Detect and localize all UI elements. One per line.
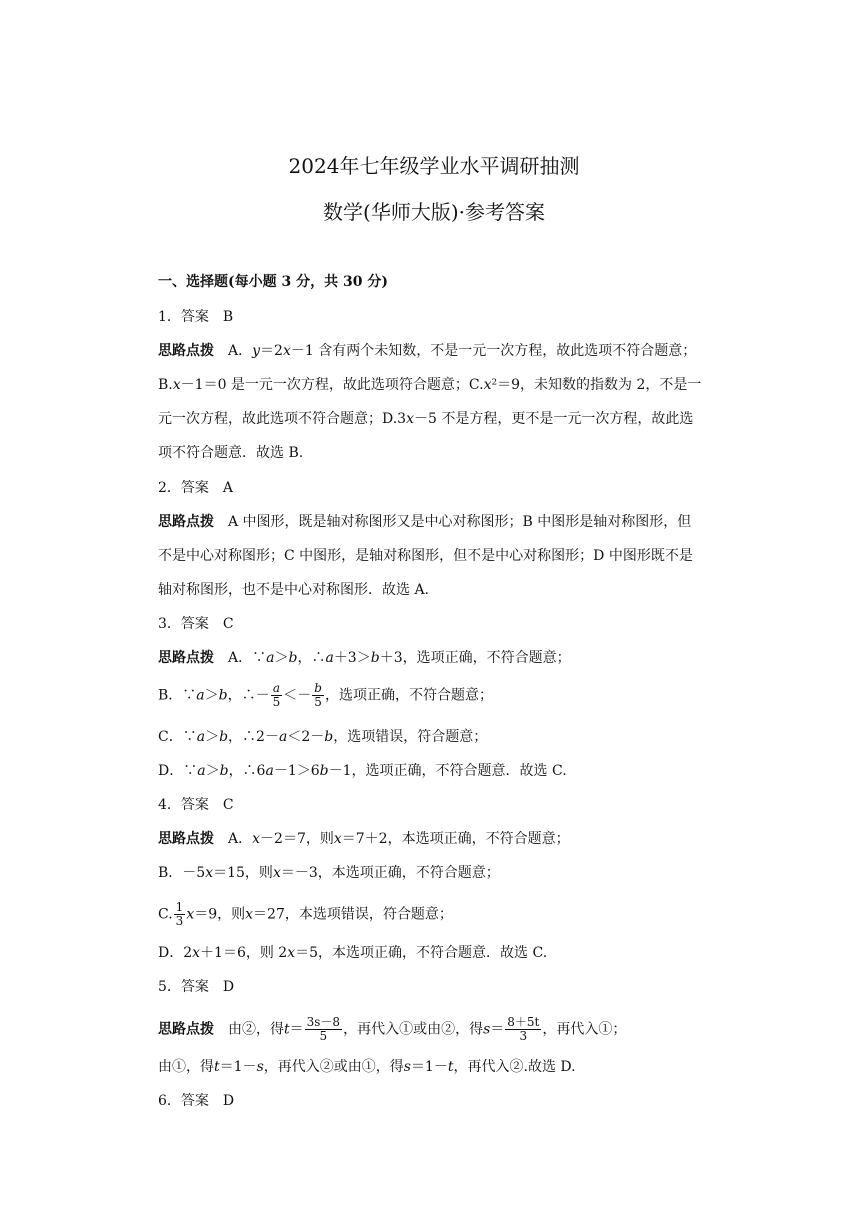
fraction: $\frac{8+5t}{3}$	[507, 1015, 540, 1043]
q1-hint-line-4: 项不符合题意．故选 B.	[158, 445, 304, 461]
q3-hint-line-4: D．∵a＞b，∴6a－1＞6b－1，选项正确，不符合题意．故选 C.	[158, 763, 567, 779]
q5-hint-line-2: 由①，得t＝1－s，再代入②或由①，得s＝1－t，再代入②.故选 D.	[158, 1059, 576, 1075]
q3-hint-line-1: 思路点拨 A．∵a＞b，∴a＋3＞b＋3，选项正确，不符合题意；	[158, 650, 571, 666]
hint-label: 思路点拨	[158, 650, 214, 666]
hint-label: 思路点拨	[158, 1021, 214, 1038]
section-heading: 一、选择题(每小题 3 分，共 30 分)	[158, 274, 388, 290]
page-subtitle: 数学(华师大版)·参考答案	[323, 200, 545, 224]
q6-answer: 6．答案 D	[158, 1093, 235, 1109]
q4-hint-line-3: C. $\frac{1}{3}$ x＝9，则x＝27，本选项错误，符合题意；	[158, 900, 453, 928]
q1-hint-line-2: B.x－1＝0 是一元一次方程，故此选项符合题意；C.x²＝9，未知数的指数为 2，不是一	[158, 377, 702, 393]
hint-label: 思路点拨	[158, 514, 214, 530]
q2-answer: 2．答案 A	[158, 480, 234, 496]
hint-label: 思路点拨	[158, 831, 214, 847]
q4-answer: 4．答案 C	[158, 797, 234, 813]
fraction: $\frac{b}{5}$	[314, 681, 322, 709]
q1-answer: 1．答案 B	[158, 309, 234, 325]
q3-hint-line-3: C．∵a＞b，∴2－a＜2－b，选项错误，符合题意；	[158, 729, 488, 745]
q5-hint-line-1: 思路点拨 由②，得t＝ $\frac{3s-8}{5}$ ，再代入①或由②，得s＝ $\frac{8+5t}{3}$ ，再代入①；	[158, 1015, 627, 1043]
q1-hint-line-1: 思路点拨 A．y＝2x－1 含有两个未知数，不是一元一次方程，故此选项不符合题意；	[158, 343, 697, 359]
fraction: $\frac{a}{5}$	[272, 681, 281, 709]
q2-hint-line-2: 不是中心对称图形；C 中图形，是轴对称图形，但不是中心对称图形；D 中图形既不是	[158, 548, 693, 564]
q4-hint-line-4: D．2x＋1＝6，则 2x＝5，本选项正确，不符合题意．故选 C.	[158, 945, 548, 961]
q2-hint-line-3: 轴对称图形，也不是中心对称图形．故选 A.	[158, 582, 430, 598]
q4-hint-line-2: B．－5x＝15，则x＝－3，本选项正确，不符合题意；	[158, 865, 500, 881]
q3-answer: 3．答案 C	[158, 616, 234, 632]
hint-label: 思路点拨	[158, 343, 214, 359]
q3-hint-line-2: B．∵a＞b，∴－ $\frac{a}{5}$ ＜－ $\frac{b}{5}$ ，选项正确，不符合题意；	[158, 681, 493, 709]
q4-hint-line-1: 思路点拨 A．x－2＝7，则x＝7＋2，本选项正确，不符合题意；	[158, 831, 570, 847]
fraction: $\frac{3s-8}{5}$	[306, 1015, 341, 1043]
fraction: $\frac{1}{3}$	[175, 900, 184, 928]
q5-answer: 5．答案 D	[158, 979, 235, 995]
page-title: 2024年七年级学业水平调研抽测	[288, 154, 580, 178]
q1-hint-line-3: 元一次方程，故此选项不符合题意；D.3x－5 不是方程，更不是一元一次方程，故此选	[158, 411, 694, 427]
q2-hint-line-1: 思路点拨 A 中图形，既是轴对称图形又是中心对称图形；B 中图形是轴对称图形，但	[158, 514, 692, 530]
